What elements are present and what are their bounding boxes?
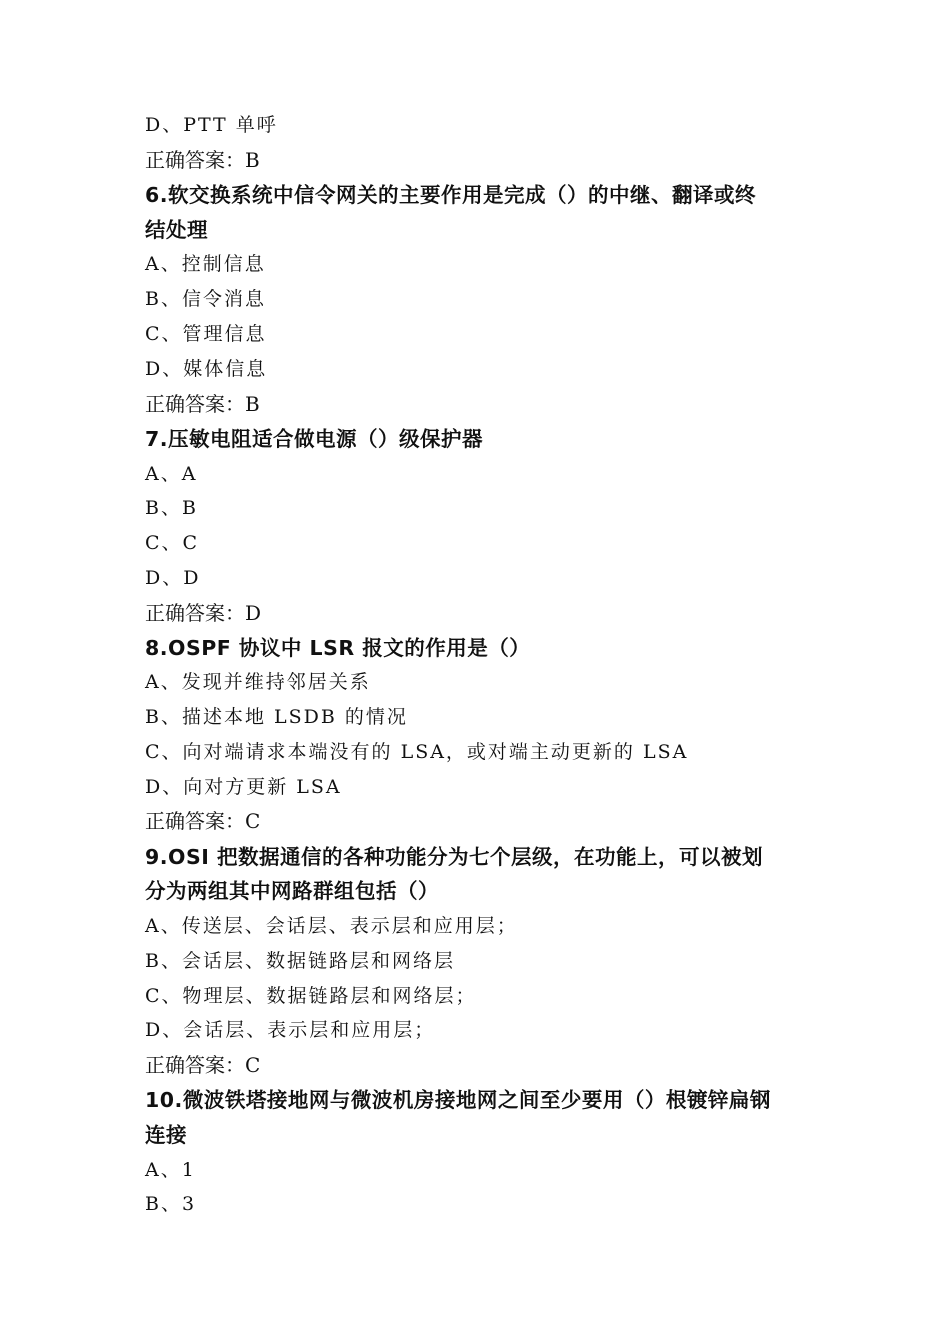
option-text: B、3 [145,1193,197,1215]
option-text: A、传送层、会话层、表示层和应用层； [145,915,518,937]
question-text: 7.压敏电阻适合做电源（）级保护器 [145,427,484,451]
option-text: C、物理层、数据链路层和网络层； [145,985,477,1007]
question-text: 分为两组其中网路群组包括（） [145,879,439,903]
answer-text: 正确答案：B [145,392,260,416]
option-text: D、向对方更新 LSA [145,776,342,798]
option-text: B、B [145,497,198,519]
option-text: B、信令消息 [145,288,266,310]
option-text: D、D [145,567,201,589]
option-text: A、1 [145,1159,196,1181]
option-text: D、PTT 单呼 [145,114,278,136]
option-text: C、管理信息 [145,323,267,345]
question-text: 8.OSPF 协议中 LSR 报文的作用是（） [145,636,531,660]
option-text: B、会话层、数据链路层和网络层 [145,950,455,972]
option-text: D、媒体信息 [145,358,268,380]
question-text: 9.OSI 把数据通信的各种功能分为七个层级，在功能上，可以被划 [145,845,764,869]
answer-text: 正确答案：B [145,148,260,172]
option-text: A、A [145,463,198,485]
option-text: B、描述本地 LSDB 的情况 [145,706,408,728]
option-text: C、C [145,532,200,554]
answer-text: 正确答案：D [145,601,262,625]
option-text: A、控制信息 [145,253,266,275]
option-text: D、会话层、表示层和应用层； [145,1019,436,1041]
question-text: 结处理 [145,218,208,242]
answer-text: 正确答案：C [145,809,261,833]
question-text: 6.软交换系统中信令网关的主要作用是完成（）的中继、翻译或终 [145,183,757,207]
option-text: C、向对端请求本端没有的 LSA，或对端主动更新的 LSA [145,741,689,763]
answer-text: 正确答案：C [145,1053,261,1077]
question-text: 10.微波铁塔接地网与微波机房接地网之间至少要用（）根镀锌扁钢 [145,1088,771,1112]
question-text: 连接 [145,1123,187,1147]
option-text: A、发现并维持邻居关系 [145,671,371,693]
